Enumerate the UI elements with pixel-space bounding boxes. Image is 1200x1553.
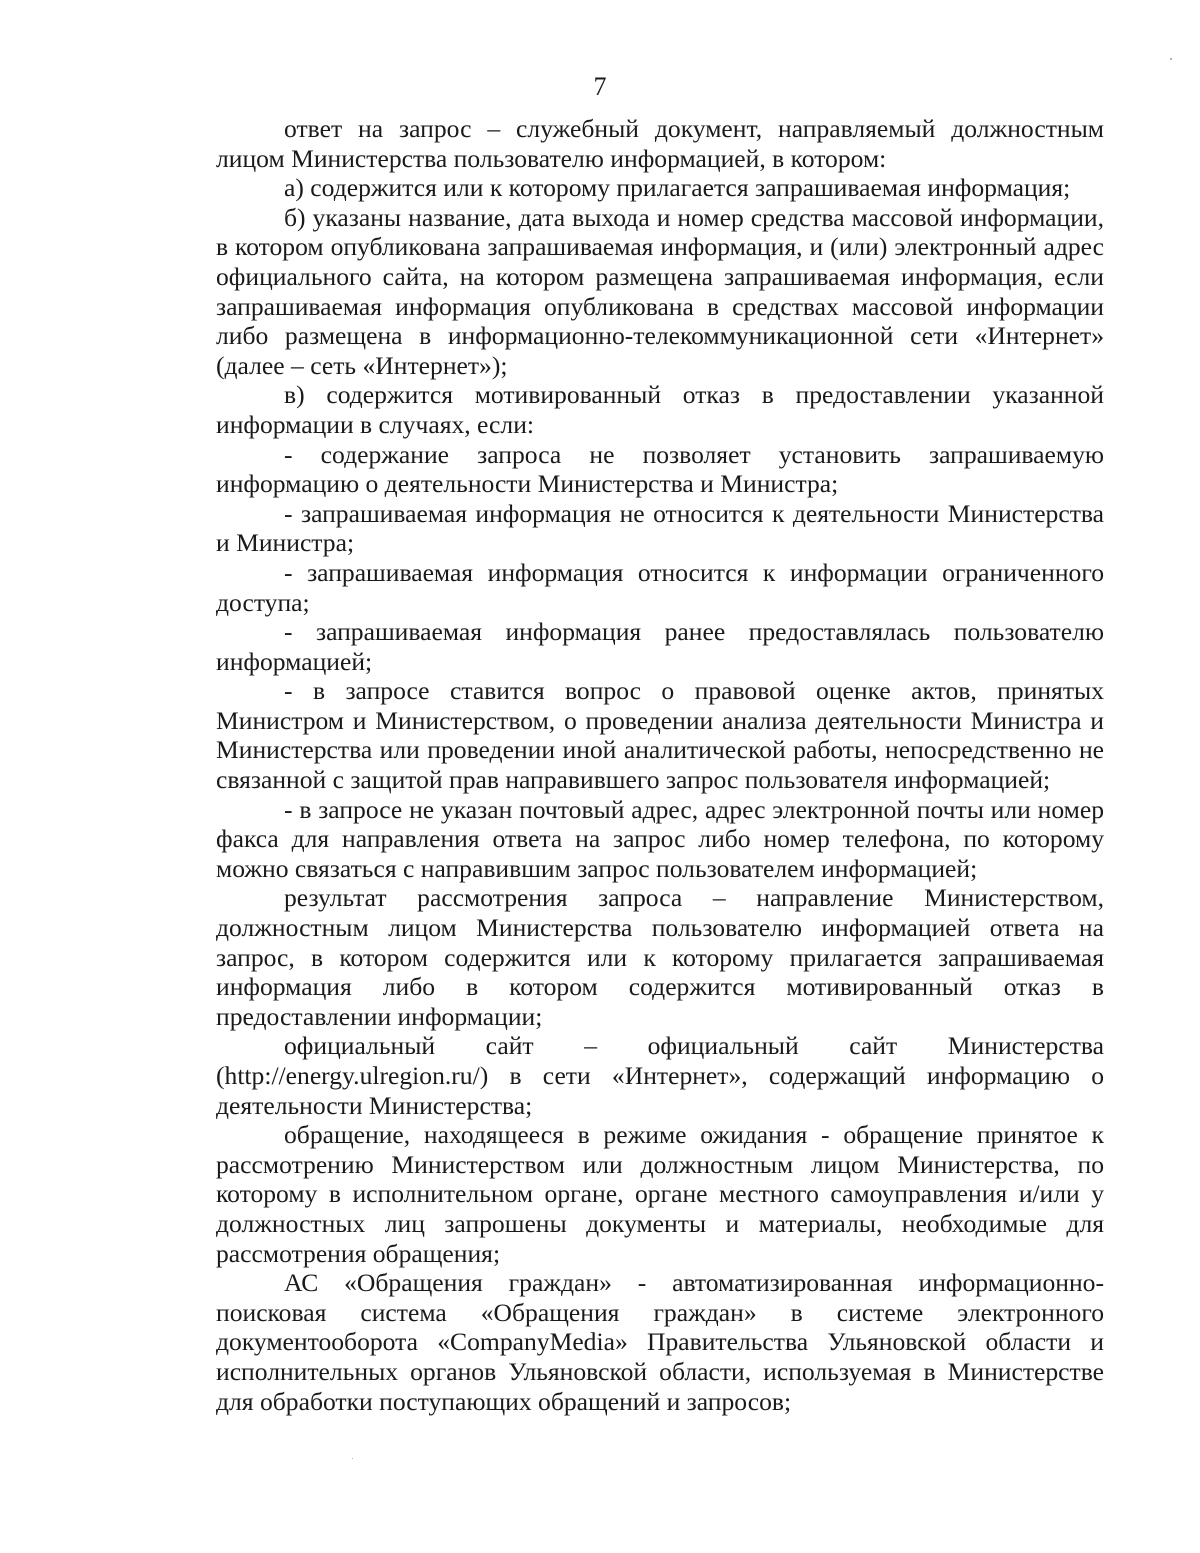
paragraph-pending-appeal-definition: обращение, находящееся в режиме ожидания - обращение принятое к рассмотрению Министерством или должностным лицом Министерства, по которому в исполнительном органе, органе местного самоуправления и/или у должностных лиц запрошены документы и материалы, необходимые для рассмотрения обращения;	[216, 1120, 1104, 1268]
scan-speck	[352, 1458, 353, 1459]
scan-speck	[1170, 58, 1172, 60]
paragraph-refusal-case-6: - в запросе не указан почтовый адрес, адрес электронной почты или номер факса для направления ответа на запрос либо номер телефона, по которому можно связаться с направившим запрос пользователем информацией;	[216, 794, 1104, 883]
paragraph-refusal-case-4: - запрашиваемая информация ранее предоставлялась пользователю информацией;	[216, 617, 1104, 676]
paragraph-result-definition: результат рассмотрения запроса – направление Министерством, должностным лицом Министерства пользователю информацией ответа на запрос, в котором содержится или к которому прилагается запрашиваемая информация либо в котором содержится мотивированный отказ в предоставлении информации;	[216, 883, 1104, 1031]
paragraph-refusal-case-1: - содержание запроса не позволяет установить запрашиваемую информацию о деятельности Министерства и Министра;	[216, 439, 1104, 499]
page-number: 7	[593, 72, 607, 101]
document-body	[216, 114, 1104, 1416]
paragraph-refusal-case-2: - запрашиваемая информация не относится к деятельности Министерства и Министра;	[216, 498, 1104, 558]
paragraph-item-a: а) содержится или к которому прилагается запрашиваемая информация;	[284, 173, 1071, 203]
paragraph-answer-definition: ответ на запрос – служебный документ, направляемый должностным лицом Министерства пользователю информацией, в котором:	[216, 114, 1104, 173]
paragraph-as-system-definition: АС «Обращения граждан» - автоматизированная информационно-поисковая система «Обращения граждан» в системе электронного документооборота «CompanyMedia» Правительства Ульяновской области и исполнительных органов Ульяновской области, используемая в Министерстве для обработки поступающих обращений и запросов;	[216, 1268, 1104, 1416]
paragraph-refusal-case-3: - запрашиваемая информация относится к информации ограниченного доступа;	[216, 557, 1104, 617]
paragraph-item-v: в) содержится мотивированный отказ в предоставлении указанной информации в случаях, если:	[216, 380, 1104, 439]
paragraph-official-site-definition: официальный сайт – официальный сайт Министерства (http://energy.ulregion.ru/) в сети «Интернет», содержащий информацию о деятельности Министерства;	[216, 1031, 1104, 1120]
paragraph-refusal-case-5: - в запросе ставится вопрос о правовой оценке актов, принятых Министром и Министерством, о проведении анализа деятельности Министра и Министерства или проведении иной аналитической работы, непосредственно не связанной с защитой прав направившего запрос пользователя информацией;	[216, 676, 1104, 795]
paragraph-item-b: б) указаны название, дата выхода и номер средства массовой информации, в котором опубликована запрашиваемая информация, и (или) электронный адрес официального сайта, на котором размещена запрашиваемая информация, если запрашиваемая информация опубликована в средствах массовой информации либо размещена в информационно-телекоммуникационной сети «Интернет» (далее – сеть «Интернет»);	[216, 202, 1104, 380]
